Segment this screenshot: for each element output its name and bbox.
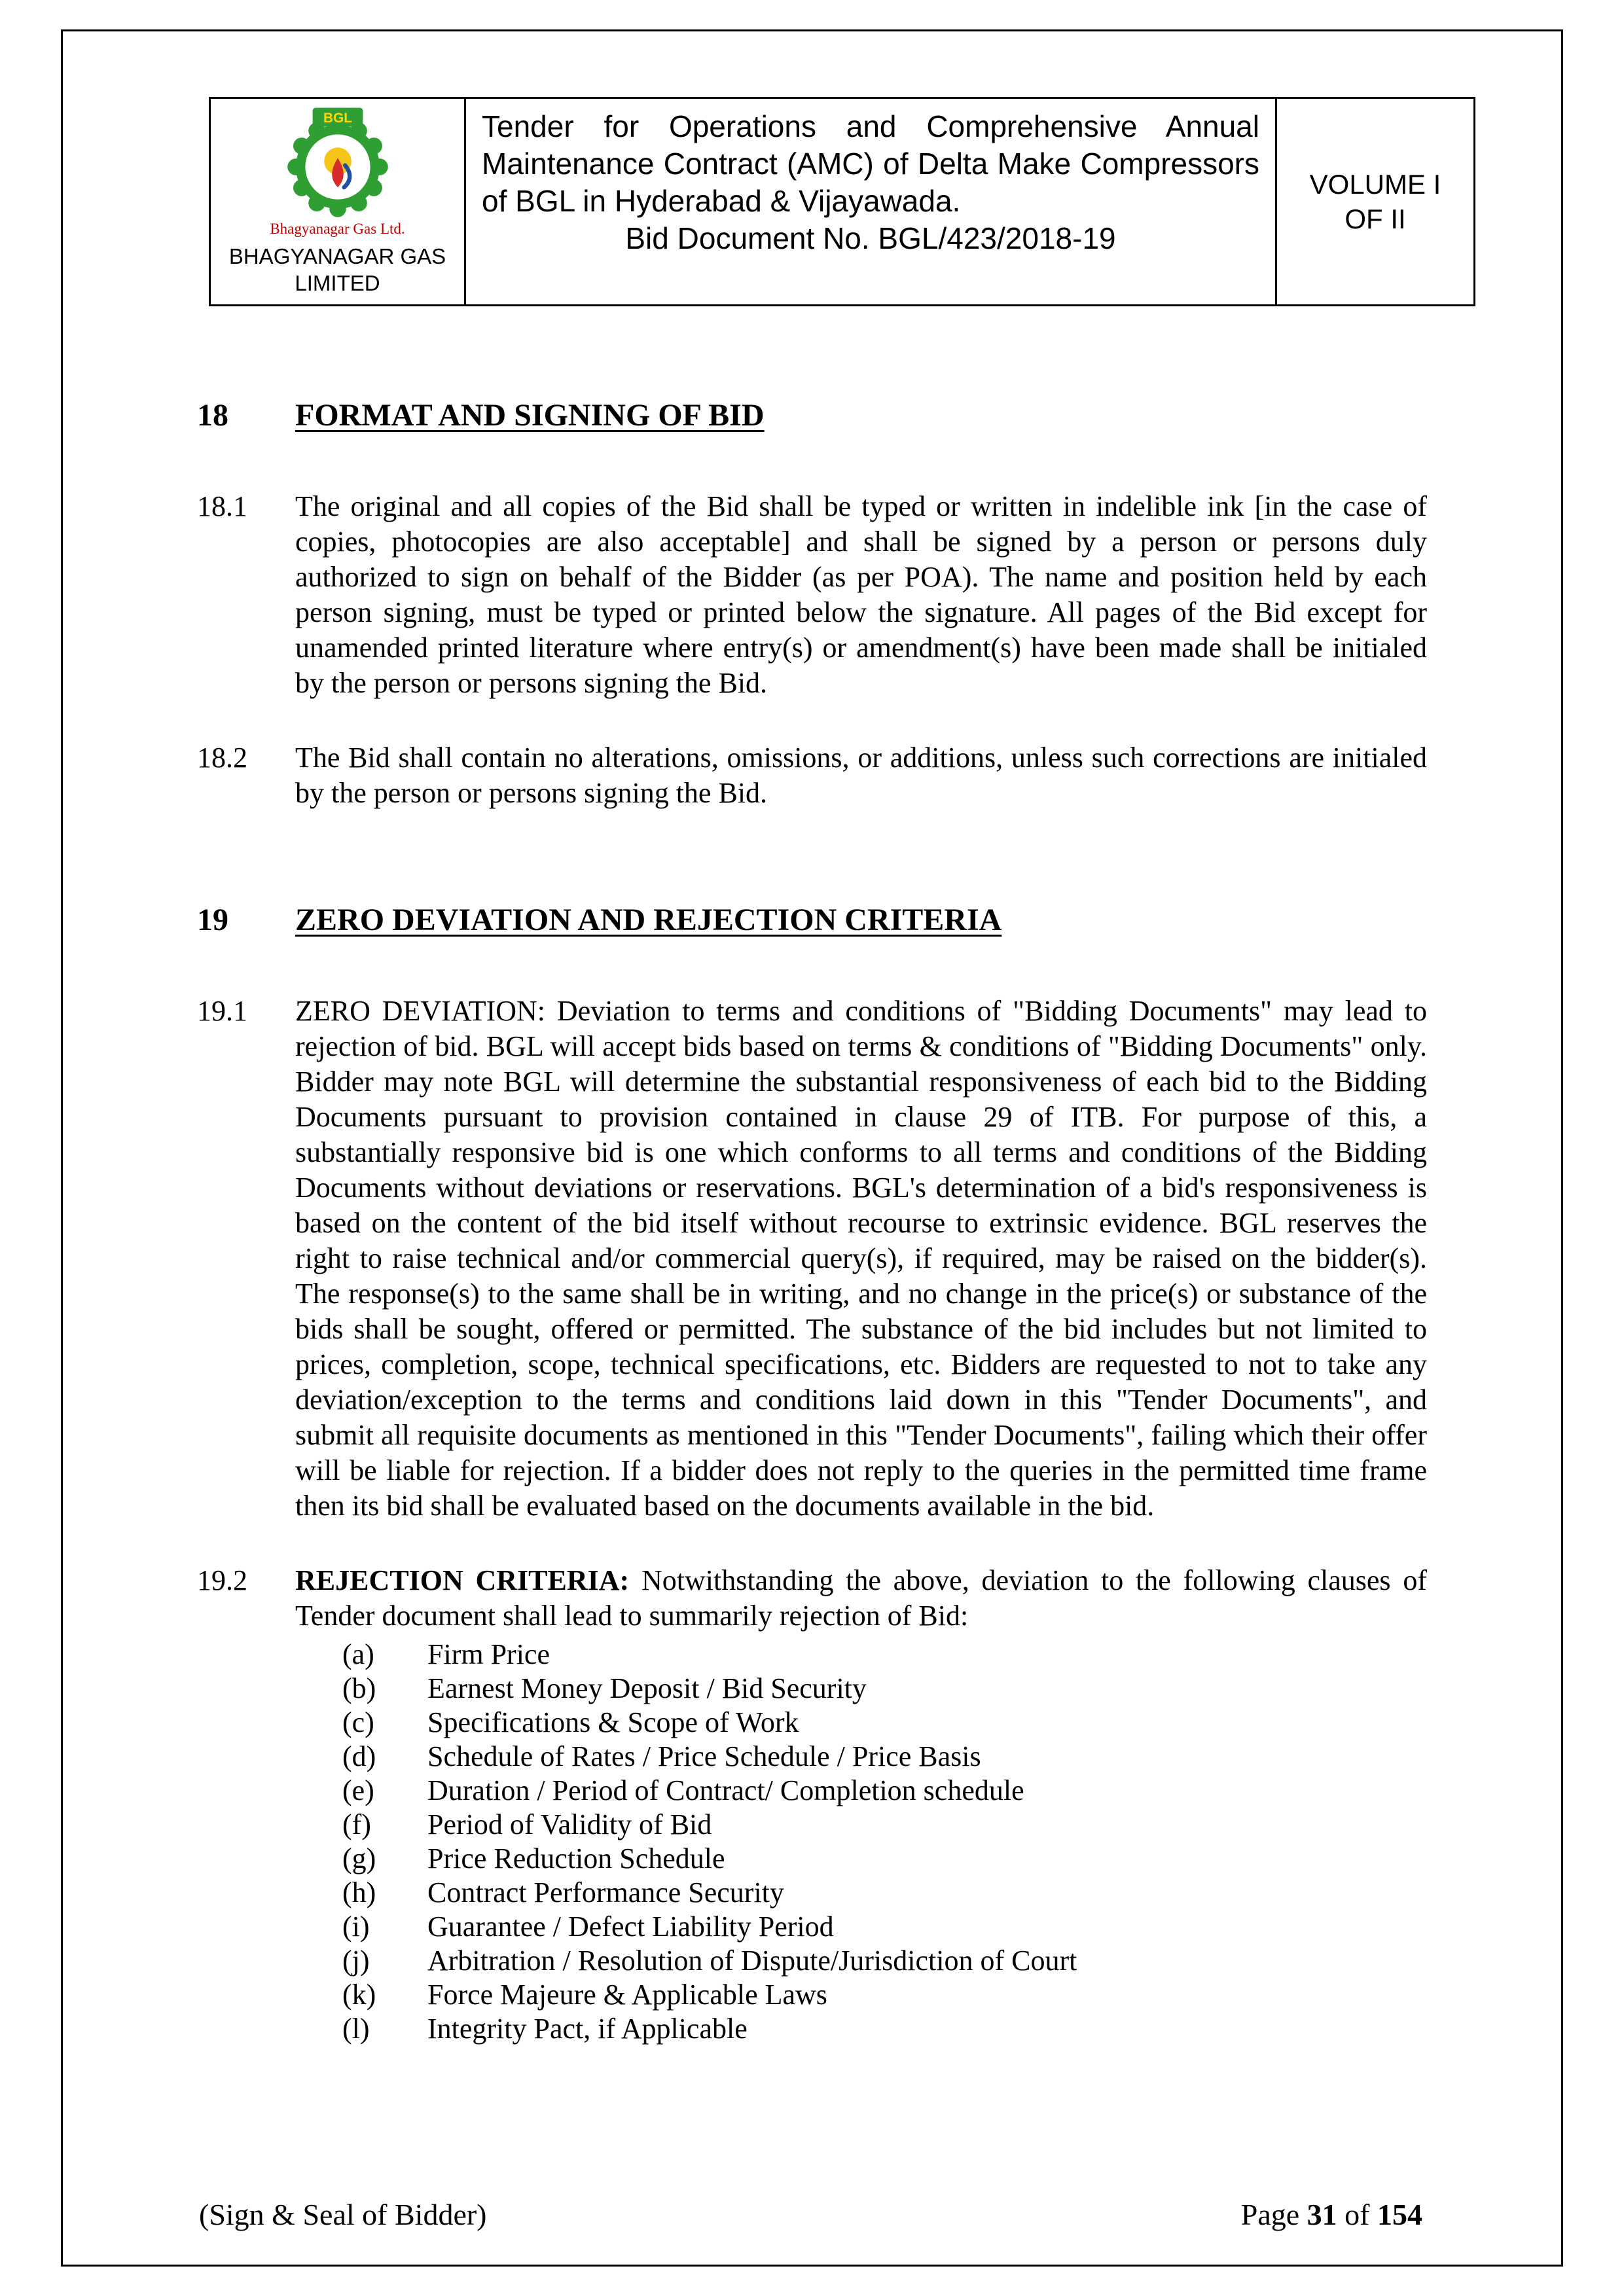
item-marker: (k) <box>342 1979 376 2011</box>
volume-label <box>1277 99 1473 304</box>
item-marker: (c) <box>342 1706 374 1738</box>
rejection-criteria-list <box>295 1638 1427 2046</box>
section-number: 19 <box>197 903 228 937</box>
page-total: 154 <box>1377 2198 1422 2231</box>
clause-number: 19.1 <box>197 995 247 1027</box>
org-name-line2: LIMITED <box>295 271 380 295</box>
tender-title: Tender for Operations and Comprehensive Annual Maintenance Contract (AMC) of Delta Make Compressors of BGL in Hyderabad & Vijayawada. <box>482 109 1259 218</box>
item-marker: (g) <box>342 1842 376 1874</box>
item-marker: (i) <box>342 1910 370 1943</box>
clause-text <box>295 1563 1427 2046</box>
section-18-heading <box>197 398 1427 433</box>
item-text: Price Reduction Schedule <box>427 1842 725 1874</box>
item-text: Schedule of Rates / Price Schedule / Price Basis <box>427 1740 981 1772</box>
section-19 <box>197 903 1427 2046</box>
item-text: Contract Performance Security <box>427 1876 784 1909</box>
item-text: Duration / Period of Contract/ Completion schedule <box>427 1774 1024 1806</box>
clause-text: The Bid shall contain no alterations, omissions, or additions, unless such corrections are initialed by the person or persons signing the Bid. <box>295 742 1427 809</box>
clause-number: 18.1 <box>197 490 247 522</box>
of-word: of <box>1344 2198 1370 2231</box>
bid-document-number: Bid Document No. BGL/423/2018-19 <box>625 221 1116 255</box>
rejection-item <box>295 1842 1427 1876</box>
clause-19-2 <box>197 1563 1427 2046</box>
clause-18-2 <box>197 740 1427 811</box>
org-name <box>229 243 446 296</box>
page-number: 31 <box>1307 2198 1337 2231</box>
page-footer <box>199 2198 1422 2232</box>
clause-18-1 <box>197 489 1427 701</box>
section-number: 18 <box>197 398 228 433</box>
logo-cell <box>211 99 466 304</box>
item-text: Earnest Money Deposit / Bid Security <box>427 1672 867 1704</box>
item-marker: (f) <box>342 1808 371 1840</box>
document-header <box>209 97 1475 306</box>
rejection-item <box>295 1672 1427 1706</box>
rejection-item <box>295 1638 1427 1672</box>
item-text: Period of Validity of Bid <box>427 1808 712 1840</box>
page-border <box>61 29 1563 2267</box>
title-cell <box>466 99 1277 304</box>
rejection-item <box>295 1876 1427 1910</box>
item-marker: (j) <box>342 1945 370 1977</box>
rejection-criteria-lead: Notwithstanding the above, deviation to the following clauses of Tender document shall lead to summarily rejection of Bid: <box>295 1564 1427 1632</box>
rejection-item <box>295 1910 1427 1944</box>
item-marker: (e) <box>342 1774 374 1806</box>
item-text: Arbitration / Resolution of Dispute/Jurisdiction of Court <box>427 1945 1077 1977</box>
rejection-item <box>295 2012 1427 2046</box>
item-marker: (h) <box>342 1876 376 1909</box>
page-number-indicator <box>1241 2198 1422 2232</box>
section-title: FORMAT AND SIGNING OF BID <box>295 398 765 433</box>
bgl-logo-icon <box>280 107 396 219</box>
item-text: Integrity Pact, if Applicable <box>427 2013 748 2045</box>
clause-19-1 <box>197 994 1427 1524</box>
item-text: Firm Price <box>427 1638 550 1670</box>
rejection-item <box>295 1944 1427 1978</box>
page-word: Page <box>1240 2198 1300 2231</box>
logo-text: BGL <box>323 111 352 126</box>
rejection-item <box>295 1774 1427 1808</box>
item-marker: (d) <box>342 1740 376 1772</box>
clause-text: ZERO DEVIATION: Deviation to terms and conditions of "Bidding Documents" may lead to rejection of bid. BGL will accept bids based on terms & conditions of "Bidding Documents" only. Bidder may note BGL will determine the substantial responsiveness of each bid to the Bidding Documents pursuant to provision contained in clause 29 of ITB. For purpose of this, a substantially responsive bid is one which conforms to all terms and conditions of the Bidding Documents without deviations or reservations. BGL's determination of a bid's responsiveness is based on the content of the bid itself without recourse to extrinsic evidence. BGL reserves the right to raise technical and/or commercial query(s), if required, may be raised on the bidder(s). The response(s) to the same shall be in writing, and no change in the price(s) or substance of the bids shall be sought, offered or permitted. The substance of the bid includes but not limited to prices, completion, scope, technical specifications, etc. Bidders are requested to not to take any deviation/exception to the terms and conditions laid down in this "Tender Documents", and submit all requisite documents as mentioned in this "Tender Documents", failing which their offer will be liable for rejection. If a bidder does not reply to the queries in the permitted time frame then its bid shall be evaluated based on the documents available in the bid. <box>295 995 1427 1522</box>
item-text: Force Majeure & Applicable Laws <box>427 1979 827 2011</box>
clause-number: 18.2 <box>197 742 247 774</box>
org-name-line1: BHAGYANAGAR GAS <box>228 244 446 268</box>
page-content <box>63 31 1561 2265</box>
volume-line2: OF II <box>1344 204 1406 234</box>
logo-caption: Bhagyanagar Gas Ltd. <box>270 221 405 237</box>
section-18 <box>197 398 1427 811</box>
volume-line1: VOLUME I <box>1309 169 1441 200</box>
clause-text: The original and all copies of the Bid shall be typed or written in indelible ink [in the case of copies, photocopies are also acceptable] and shall be signed by a person or persons duly authorized to sign on behalf of the Bidder (as per POA). The name and position held by each person signing, must be typed or printed below the signature. All pages of the Bid except for unamended printed literature where entry(s) or amendment(s) have been made shall be initialed by the person or persons signing the Bid. <box>295 490 1427 699</box>
item-marker: (l) <box>342 2013 370 2045</box>
item-marker: (a) <box>342 1638 374 1670</box>
section-19-heading <box>197 903 1427 938</box>
sign-seal-label: (Sign & Seal of Bidder) <box>199 2198 487 2231</box>
rejection-item <box>295 1740 1427 1774</box>
rejection-item <box>295 1978 1427 2012</box>
rejection-item <box>295 1706 1427 1740</box>
clause-number: 19.2 <box>197 1564 247 1596</box>
item-text: Guarantee / Defect Liability Period <box>427 1910 834 1943</box>
item-marker: (b) <box>342 1672 376 1704</box>
item-text: Specifications & Scope of Work <box>427 1706 799 1738</box>
section-title: ZERO DEVIATION AND REJECTION CRITERIA <box>295 903 1002 937</box>
rejection-item <box>295 1808 1427 1842</box>
rejection-criteria-label: REJECTION CRITERIA: <box>295 1564 630 1596</box>
